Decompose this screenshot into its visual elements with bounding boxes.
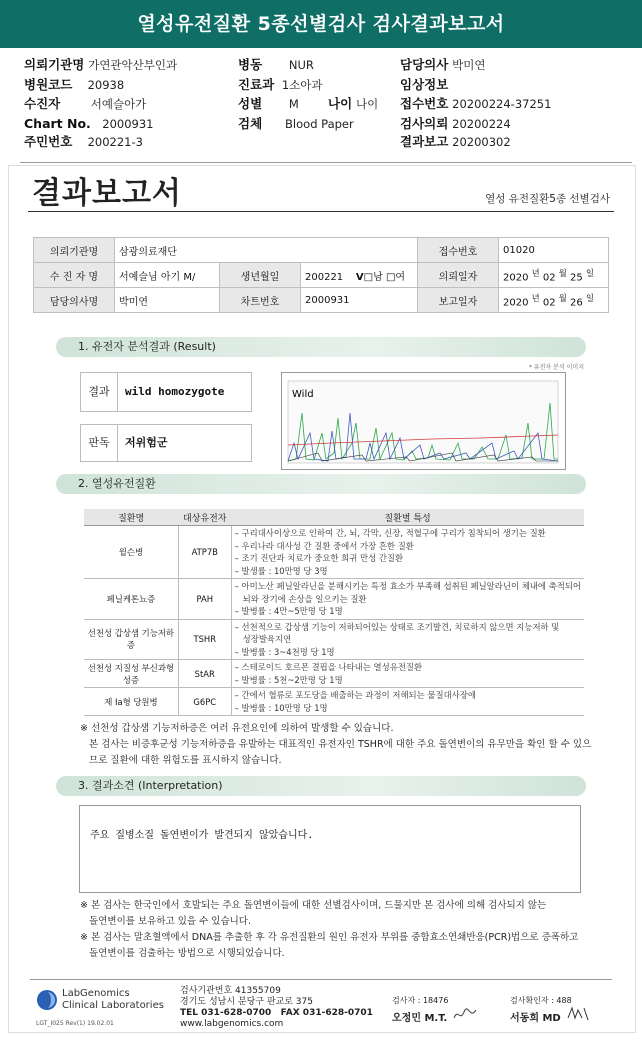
chart-label: Chart No. <box>24 116 91 131</box>
judgement-box <box>80 424 252 462</box>
dob-label: 생년월일 <box>220 263 301 288</box>
footnote-method-line: ※ 본 검사는 한국인에서 호발되는 주요 돌연변이들에 대한 선별검사이며, 드물지만 본 검사에 의해 검사되지 않는 <box>80 900 547 911</box>
disease-feature-line: – 발병률 : 10만명 당 1명 <box>234 702 328 713</box>
doctor-name-value: 박미연 <box>115 288 220 313</box>
institution-label: 의뢰기관명 <box>24 57 85 72</box>
col-features: 질환별 특성 <box>231 509 584 526</box>
received-value: 20200224-37251 <box>452 97 552 111</box>
reported-label: 결과보고 <box>400 134 449 149</box>
dept-label: 진료과 <box>238 77 275 92</box>
inst-label: 의뢰기관명 <box>34 238 115 263</box>
disease-row <box>84 579 584 620</box>
sex-label: 성별 <box>238 96 263 111</box>
disease-feature-line: – 스테로이드 호르몬 결핍을 나타내는 열성유전질환 <box>234 662 423 672</box>
section-interpretation-header: 3. 결과소견 (Interpretation) <box>56 776 586 796</box>
dob-cell <box>301 263 418 288</box>
request-date-label: 의뢰일자 <box>418 263 499 288</box>
disease-row <box>84 619 584 660</box>
hospital-code-value: 20938 <box>87 78 125 92</box>
chromatogram-label: Wild <box>292 389 314 400</box>
report-subtitle: 열성 유전질환5종 선별검사 <box>485 193 610 205</box>
chart-no-value: 2000931 <box>301 288 418 313</box>
footer-divider <box>30 979 612 980</box>
disease-gene: PAH <box>178 579 231 620</box>
result-image-note: * 유전자 분석 이미지 <box>528 364 584 371</box>
disease-feature-line: – 구리대사이상으로 인하여 간, 뇌, 각막, 신장, 적혈구에 구리가 침착되어 생기는 질환 <box>234 528 546 538</box>
disease-feature-line: – 발병률 : 3~4천명 당 1명 <box>234 646 335 657</box>
disease-name: 선천성 갑상샘 기능저하증 <box>84 619 178 660</box>
disease-feature-line: – 우리나라 대사성 간 질환 중에서 가장 흔한 질환 <box>234 540 414 551</box>
dept-value: 1소아과 <box>281 78 323 92</box>
disease-row <box>84 526 584 579</box>
ward-label: 병동 <box>238 57 263 72</box>
receipt-label: 접수번호 <box>418 238 499 263</box>
dob-value: 200221 <box>305 271 344 283</box>
heading-divider <box>28 211 614 212</box>
request-info-table <box>33 237 609 313</box>
disease-features <box>231 619 584 660</box>
patient-name-label: 수 진 자 명 <box>34 263 115 288</box>
disease-table <box>84 509 584 716</box>
patient-name-value: 서예슬님 아기 M/ <box>115 263 220 288</box>
receipt-value: 01020 <box>499 238 609 263</box>
disease-feature-line: – 발생률 : 10만명 당 3명 <box>234 565 328 576</box>
doctor-name-label: 담당의사명 <box>34 288 115 313</box>
footnote-thyroid-line: 본 검사는 비증후군성 기능저하증을 유발하는 대표적인 유전자인 TSHR에 대한 주요 돌연변이의 유무만을 확인 할 수 있으 <box>80 739 592 750</box>
footnote-method-line: ※ 본 검사는 말초혈액에서 DNA를 추출한 후 각 유전질환의 원인 유전자 부위를 중합효소연쇄반응(PCR)법으로 증폭하고 <box>80 932 579 943</box>
disease-feature-line: – 간에서 혈류로 포도당을 배출하는 과정이 저해되는 물질대사장애 <box>234 690 476 700</box>
sex-options: □남 □여 <box>363 271 406 283</box>
footnote-thyroid-line: ※ 선천성 갑상샘 기능저하증은 여러 유전요인에 의하여 발생할 수 있습니다. <box>80 723 394 734</box>
age-label: 나이 <box>328 96 353 111</box>
judgement-value: 저위험군 <box>125 436 168 449</box>
disease-gene: TSHR <box>178 619 231 660</box>
requested-label: 검사의뢰 <box>400 116 449 131</box>
footnote-method-line: 돌연변이를 검출하는 방법으로 시행되었습니다. <box>80 948 285 959</box>
result-label: 결과 <box>81 373 118 411</box>
clinical-label: 임상정보 <box>400 77 449 92</box>
sequencing-chromatogram <box>281 372 566 470</box>
disease-gene: ATP7B <box>178 526 231 579</box>
disease-name: 윌슨병 <box>84 526 178 579</box>
lab-address <box>180 986 373 1030</box>
section-disease-header: 2. 열성유전질환 <box>56 474 586 494</box>
age-value: 나이 <box>355 97 379 111</box>
inst-value: 삼광의료재단 <box>115 238 418 263</box>
disease-name: 선천성 지질성 부신과형성증 <box>84 660 178 688</box>
header-divider <box>20 162 632 163</box>
footnote-thyroid-line: 므로 질환에 대한 위험도를 표시하지 않습니다. <box>80 755 282 766</box>
signer2-signature <box>566 1004 592 1022</box>
sex-value: M <box>288 97 299 111</box>
report-title: 열성유전질환 5종선별검사 검사결과보고서 <box>137 13 505 35</box>
footnote-method <box>80 898 578 962</box>
form-code: LGT_I025 Rev(1) 19.02.01 <box>36 1020 114 1027</box>
disease-features <box>231 526 584 579</box>
signer1-name: 오정민 M.T. <box>392 1013 448 1024</box>
disease-feature-line: – 발병률 : 4만~5만명 당 1명 <box>234 606 343 616</box>
requested-value: 20200224 <box>452 117 511 131</box>
specimen-label: 검체 <box>238 116 263 131</box>
signer2-name: 서동희 MD <box>510 1013 561 1024</box>
section-result-header: 1. 유전자 분석결과 (Result) <box>56 337 586 357</box>
interpretation-text: 주요 질병소질 돌연변이가 발견되지 않았습니다. <box>90 830 314 841</box>
resident-value: 200221-3 <box>87 135 143 149</box>
lab-address-line: 경기도 성남시 분당구 판교로 375 <box>180 997 313 1007</box>
lab-name-2: Clinical Laboratories <box>62 1000 164 1011</box>
signer1-title: 검사자 : 18476 <box>392 996 449 1005</box>
reported-value: 20200302 <box>452 135 511 149</box>
signer2-title: 검사확인자 : 488 <box>510 996 572 1005</box>
chart-no-label: 차트번호 <box>220 288 301 313</box>
lab-address-line: TEL 031-628-0700 FAX 031-628-0701 <box>180 1008 373 1018</box>
doctor-label: 담당의사 <box>400 57 449 72</box>
disease-gene: StAR <box>178 660 231 688</box>
doctor-value: 박미연 <box>452 58 486 72</box>
specimen-value: Blood Paper <box>285 117 354 131</box>
report-date-value: 2020 $^년$ 02 $^월$ 26 $^일$ <box>499 288 609 313</box>
disease-name: 제 Ia형 당원병 <box>84 688 178 716</box>
disease-features <box>231 579 584 620</box>
disease-feature-line: 뇌와 장기에 손상을 일으키는 질환 <box>234 593 367 604</box>
disease-feature-line: – 조기 진단과 치료가 중요한 희귀 만성 간질환 <box>234 553 404 563</box>
disease-feature-line: – 선천적으로 갑상샘 기능이 저하되어있는 상태로 조기발견, 치료하지 않으면 지능저하 및 <box>234 621 560 632</box>
resident-label: 주민번호 <box>24 134 73 149</box>
lab-address-line: www.labgenomics.com <box>180 1019 284 1029</box>
disease-row <box>84 688 584 716</box>
lab-address-line: 검사기관번호 41355709 <box>180 986 281 996</box>
chromatogram-svg <box>282 373 565 469</box>
judgement-label: 판독 <box>81 425 118 461</box>
disease-feature-line: – 발병률 : 5천~2만명 당 1명 <box>234 674 343 685</box>
ward-value: NUR <box>288 58 314 72</box>
disease-features <box>231 688 584 716</box>
hospital-code-label: 병원코드 <box>24 77 73 92</box>
col-target-gene: 대상유전자 <box>178 509 231 526</box>
col-disease-name: 질환명 <box>84 509 178 526</box>
lab-name: LabGenomics <box>62 988 130 999</box>
disease-row <box>84 660 584 688</box>
footnote-thyroid <box>80 721 591 769</box>
sex-check-mark: V <box>355 271 364 283</box>
disease-feature-line: 성장발육지연 <box>234 634 292 644</box>
disease-gene: G6PC <box>178 688 231 716</box>
report-title-bar <box>0 0 642 48</box>
signer1-signature <box>452 1006 478 1024</box>
disease-name: 페닐케톤뇨증 <box>84 579 178 620</box>
request-date-value: 2020 $^년$ 02 $^월$ 25 $^일$ <box>499 263 609 288</box>
patient-value: 서예슬아가 <box>90 97 147 111</box>
chromatogram-plot-area <box>288 381 558 463</box>
footnote-method-line: 돌연변이를 보유하고 있을 수 있습니다. <box>80 916 251 927</box>
patient-header <box>0 52 642 162</box>
institution-value: 가연관악산부인과 <box>88 58 178 72</box>
disease-feature-line: – 아미노산 페닐알라닌을 분해시키는 특정 효소가 부족해 섭취된 페닐알라닌이 체내에 축적되어 <box>234 581 581 591</box>
chart-value: 2000931 <box>102 117 154 131</box>
received-label: 접수번호 <box>400 96 449 111</box>
result-box <box>80 372 252 412</box>
result-value: wild homozygote <box>125 385 225 398</box>
report-heading: 결과보고서 <box>32 176 182 211</box>
interpretation-box <box>79 805 581 893</box>
lab-logo-icon <box>36 989 58 1011</box>
disease-features <box>231 660 584 688</box>
patient-label: 수진자 <box>24 96 61 111</box>
report-date-label: 보고일자 <box>418 288 499 313</box>
